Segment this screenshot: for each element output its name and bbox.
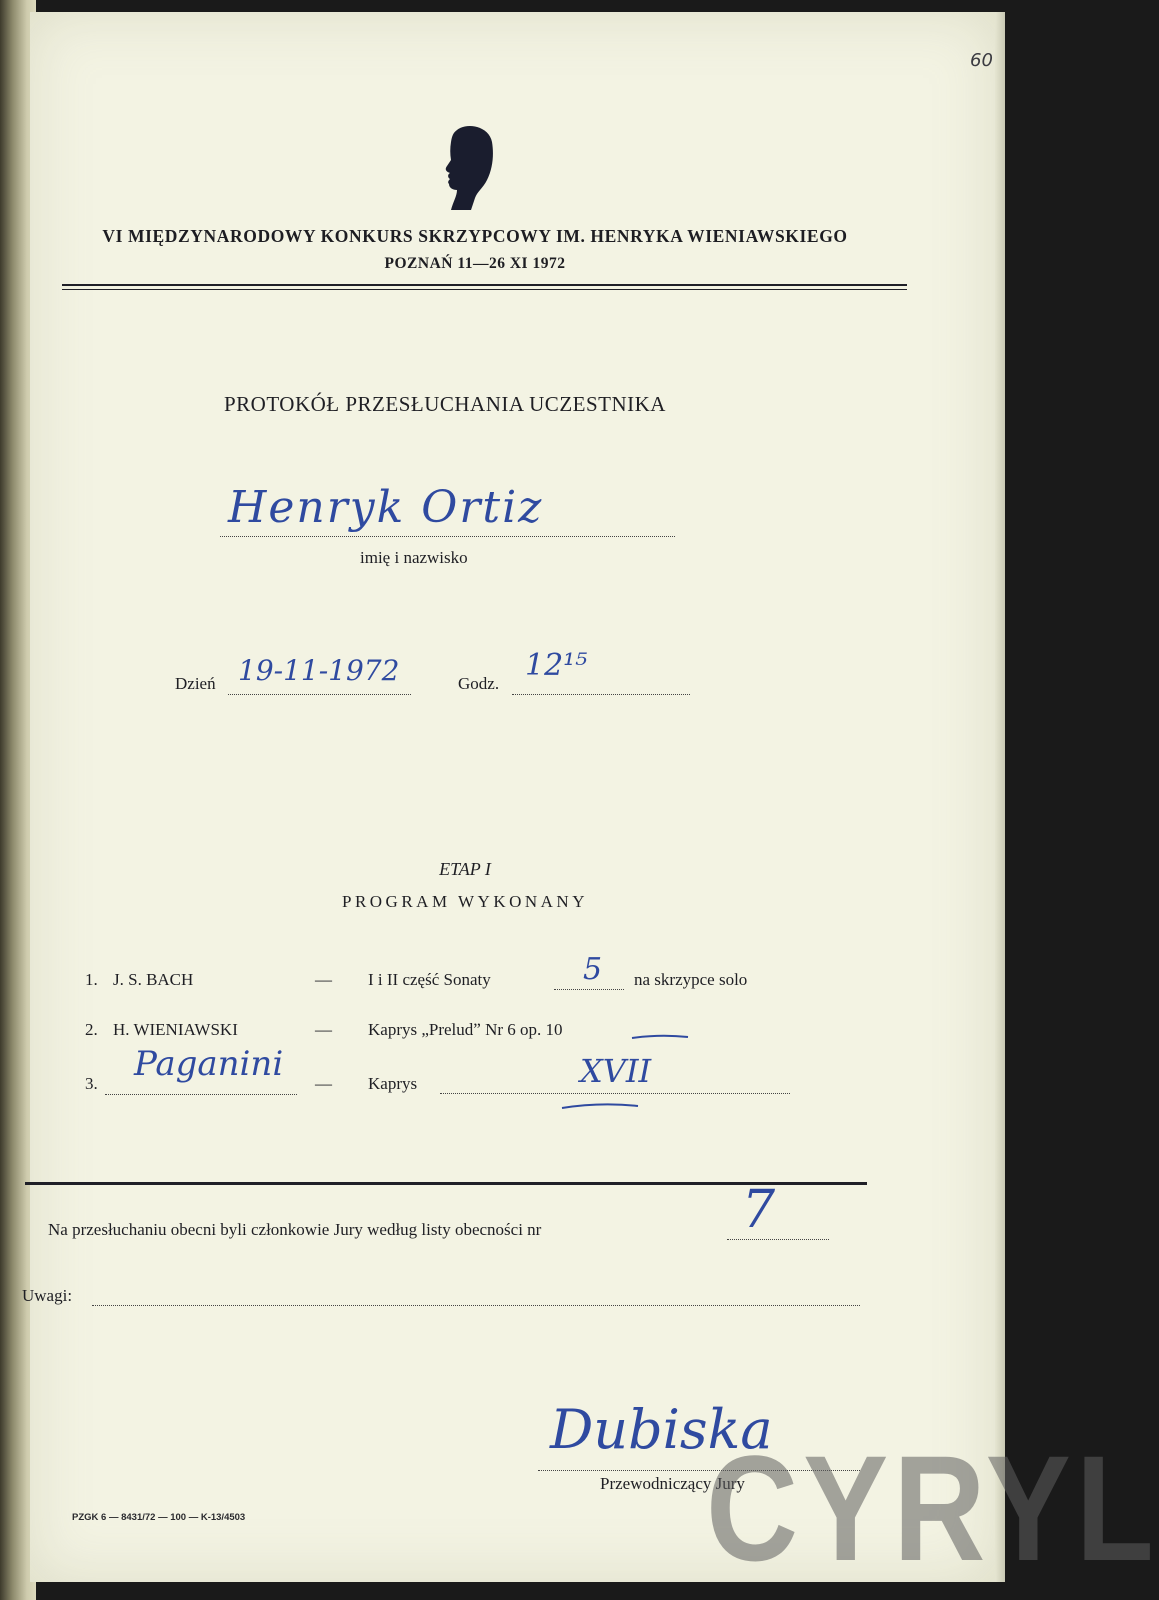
program-row-1-suffix: na skrzypce solo (634, 970, 748, 989)
program-row-1-work: I i II część Sonaty (368, 970, 491, 989)
time-value: 12¹⁵ (525, 648, 588, 683)
remarks-label: Uwagi: (22, 1286, 73, 1305)
day-dotted-line (228, 692, 411, 695)
section-rule (25, 1182, 867, 1185)
participant-name: Henryk Ortiz (228, 482, 544, 533)
name-dotted-line (220, 534, 675, 537)
sonata-number: 5 (583, 952, 603, 987)
wieniawski-portrait-logo (437, 124, 497, 219)
composer-dotted-line (105, 1092, 297, 1095)
time-label: Godz. (458, 674, 500, 693)
program-row-1-dash: — (315, 970, 332, 989)
caprice-number: XVII (580, 1052, 652, 1090)
remarks-dotted-line (92, 1303, 860, 1306)
jury-chair-signature: Dubiska (550, 1398, 773, 1461)
time-dotted-line (512, 692, 690, 695)
sonata-number-line (554, 987, 624, 990)
program-heading: PROGRAM WYKONANY (341, 892, 588, 911)
print-code: PZGK 6 — 8431/72 — 100 — K-13/4503 (72, 1512, 246, 1523)
archive-watermark: CYRYL (706, 1424, 1159, 1592)
contest-title: VI MIĘDZYNARODOWY KONKURS SKRZYPCOWY IM. HENRYKA WIENIAWSKIEGO (102, 226, 848, 246)
program-row-1-composer: J. S. BACH (113, 970, 194, 989)
day-label: Dzień (175, 674, 216, 693)
document-title: PROTOKÓŁ PRZESŁUCHANIA UCZESTNIKA (224, 392, 666, 416)
program-row-2-composer: H. WIENIAWSKI (113, 1020, 238, 1039)
day-value: 19-11-1972 (238, 654, 400, 687)
page-number: 60 (970, 50, 993, 71)
program-row-3-work: Kaprys (368, 1074, 418, 1093)
program-row-2-dash: — (315, 1020, 332, 1039)
page-edge (995, 12, 1005, 1582)
contest-dates: POZNAŃ 11—26 XI 1972 (384, 255, 566, 272)
jury-attendance-text: Na przesłuchaniu obecni byli członkowie Jury według listy obecności nr (48, 1220, 542, 1239)
document-page (22, 12, 1159, 1592)
program-row-1-number: 1. (85, 970, 98, 989)
handwritten-underline (630, 1032, 690, 1042)
handwritten-underline (560, 1100, 640, 1112)
caprice-dotted-line (440, 1091, 790, 1094)
jury-chair-label: Przewodniczący Jury (600, 1474, 745, 1493)
program-row-3-dash: — (315, 1074, 332, 1093)
jury-list-number: 7 (742, 1180, 776, 1240)
program-row-2-number: 2. (85, 1020, 98, 1039)
stage-label: ETAP I (439, 859, 491, 879)
program-row-2-work: Kaprys „Preludˮ Nr 6 op. 10 (368, 1020, 563, 1039)
name-label: imię i nazwisko (360, 548, 468, 567)
header-rule-thin (62, 289, 907, 290)
header-rule (62, 284, 907, 286)
program-row-3-composer: Paganini (134, 1044, 284, 1084)
program-row-3-number: 3. (85, 1074, 98, 1093)
